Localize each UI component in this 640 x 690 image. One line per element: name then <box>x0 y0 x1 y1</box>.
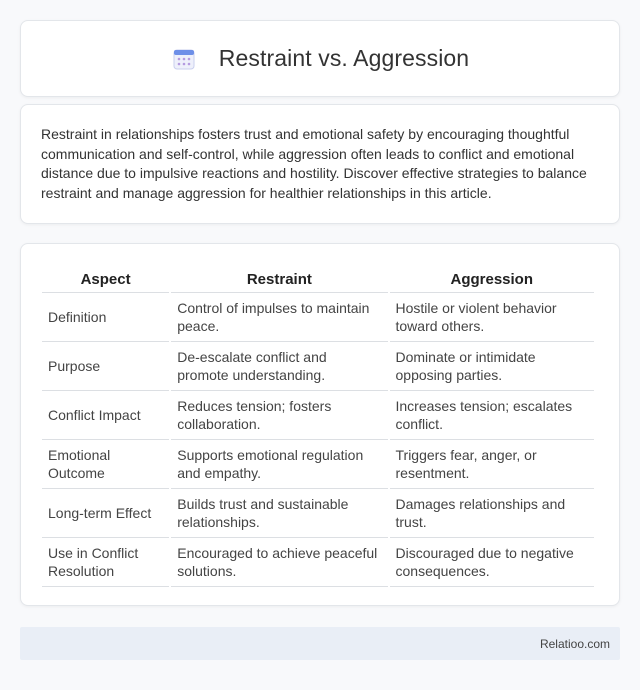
table-row <box>42 489 594 538</box>
aspect-cell: Conflict Impact <box>42 391 169 440</box>
aggression-cell: Hostile or violent behavior toward others. <box>390 293 595 342</box>
intro-paragraph: Restraint in relationships fosters trust and emotional safety by encouraging thoughtful communication and self-control, while aggression often leads to conflict and emotional distance due to impulsive reactions and hostility. Discover effective strategies to balance restraint and manage aggression for healthier relationships in this article. <box>41 126 587 201</box>
restraint-cell: Builds trust and sustainable relationships. <box>171 489 387 538</box>
table-row <box>42 342 594 391</box>
table-row <box>42 293 594 342</box>
calendar-icon <box>171 46 197 72</box>
title-card <box>20 20 620 97</box>
restraint-cell: Control of impulses to maintain peace. <box>171 293 387 342</box>
footer-brand[interactable]: Relatioo.com <box>539 636 610 651</box>
aggression-cell: Increases tension; escalates conflict. <box>390 391 595 440</box>
footer <box>20 627 620 660</box>
aspect-cell: Purpose <box>42 342 169 391</box>
column-header-restraint: Restraint <box>171 264 387 293</box>
aggression-cell: Damages relationships and trust. <box>390 489 595 538</box>
column-header-aspect: Aspect <box>42 264 169 293</box>
table-row <box>42 391 594 440</box>
table-row <box>42 538 594 587</box>
aggression-cell: Triggers fear, anger, or resentment. <box>390 440 595 489</box>
page-title: Restraint vs. Aggression <box>218 45 470 71</box>
restraint-cell: Encouraged to achieve peaceful solutions. <box>171 538 387 587</box>
restraint-cell: Supports emotional regulation and empathy. <box>171 440 387 489</box>
aspect-cell: Use in Conflict Resolution <box>42 538 169 587</box>
aggression-cell: Dominate or intimidate opposing parties. <box>390 342 595 391</box>
aspect-cell: Emotional Outcome <box>42 440 169 489</box>
aspect-cell: Long-term Effect <box>42 489 169 538</box>
comparison-table-card <box>20 243 620 606</box>
comparison-table <box>40 264 596 587</box>
intro-card <box>20 104 620 224</box>
table-header-row <box>42 264 594 293</box>
aspect-cell: Definition <box>42 293 169 342</box>
restraint-cell: De-escalate conflict and promote understanding. <box>171 342 387 391</box>
restraint-cell: Reduces tension; fosters collaboration. <box>171 391 387 440</box>
table-row <box>42 440 594 489</box>
column-header-aggression: Aggression <box>390 264 595 293</box>
aggression-cell: Discouraged due to negative consequences. <box>390 538 595 587</box>
